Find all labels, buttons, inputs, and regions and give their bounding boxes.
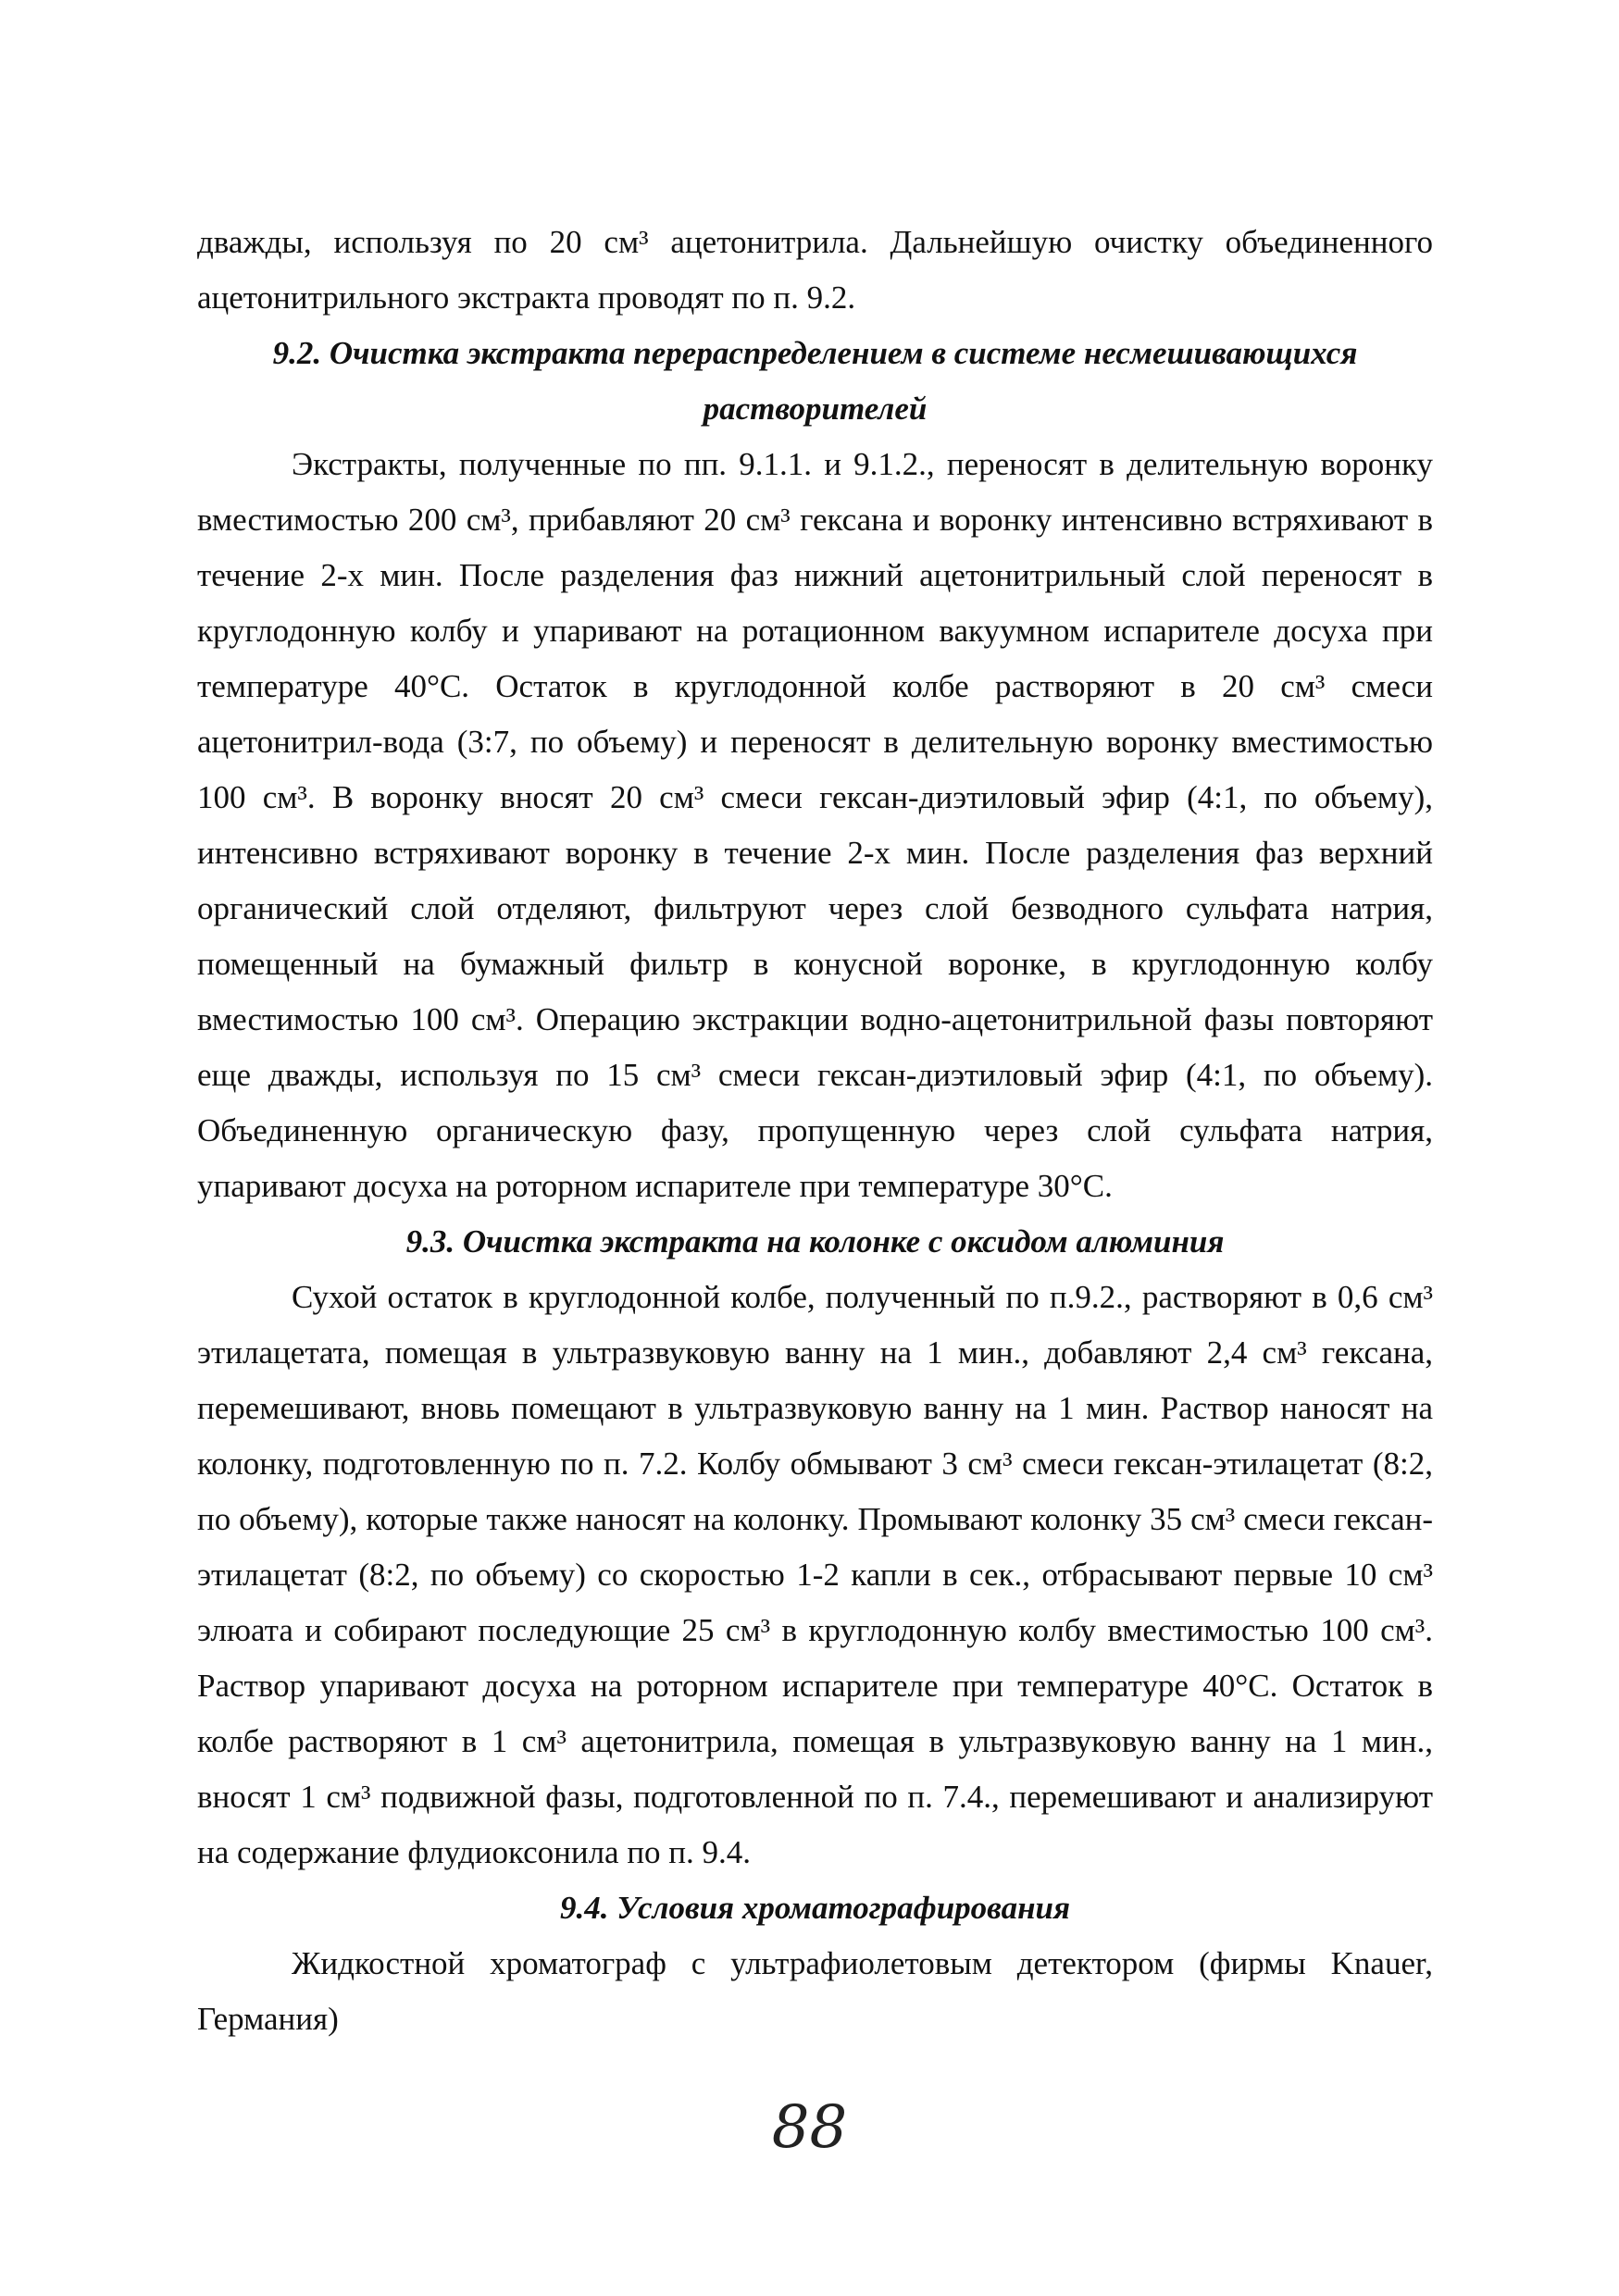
section-9-4-paragraph: Жидкостной хроматограф с ультрафиолетовым детектором (фирмы Knauer, Германия) — [197, 1945, 1433, 2037]
section-9-3-paragraph: Сухой остаток в круглодонной колбе, полученный по п.9.2., растворяют в 0,6 см³ этилацетата, помещая в ультразвуковую ванну на 1 мин., добавляют 2,4 см³ гексана, перемешивают, вновь помещают в ультразвуковую ванну на 1 мин. Раствор наносят на колонку, подготовленную по п. 7.2. Колбу обмывают 3 см³ смеси гексан-этилацетат (8:2, по объему), которые также наносят на колонку. Промывают колонку 35 см³ смеси гексан-этилацетат (8:2, по объему) со скоростью 1-2 капли в сек., отбрасывают первые 10 см³ элюата и собирают последующие 25 см³ в круглодонную колбу вместимостью 100 см³. Раствор упаривают досуха на роторном испарителе при температуре 40°С. Остаток в колбе растворяют в 1 см³ ацетонитрила, помещая в ультразвуковую ванну на 1 мин., вносят 1 см³ подвижной фазы, подготовленной по п. 7.4., перемешивают и анализируют на содержание флудиоксонила по п. 9.4. — [197, 1279, 1433, 1870]
section-9-4-heading: 9.4. Условия хроматографирования — [559, 1890, 1070, 1926]
section-9-3-heading: 9.3. Очистка экстракта на колонке с оксидом алюминия — [405, 1223, 1225, 1260]
page-body — [197, 215, 1433, 2047]
page-number: 88 — [771, 2093, 848, 2162]
section-9-2-paragraph: Экстракты, полученные по пп. 9.1.1. и 9.1.2., переносят в делительную воронку вместимостью 200 см³, прибавляют 20 см³ гексана и воронку интенсивно встряхивают в течение 2-х мин. После разделения фаз нижний ацетонитрильный слой переносят в круглодонную колбу и упаривают на ротационном вакуумном испарителе досуха при температуре 40°С. Остаток в круглодонной колбе растворяют в 20 см³ смеси ацетонитрил-вода (3:7, по объему) и переносят в делительную воронку вместимостью 100 см³. В воронку вносят 20 см³ смеси гексан-диэтиловый эфир (4:1, по объему), интенсивно встряхивают воронку в течение 2-х мин. После разделения фаз верхний органический слой отделяют, фильтруют через слой безводного сульфата натрия, помещенный на бумажный фильтр в конусной воронке, в круглодонную колбу вместимостью 100 см³. Операцию экстракции водно-ацетонитрильной фазы повторяют еще дважды, используя по 15 см³ смеси гексан-диэтиловый эфир (4:1, по объему). Объединенную органическую фазу, пропущенную через слой сульфата натрия, упаривают досуха на роторном испарителе при температуре 30°С. — [197, 446, 1433, 1204]
section-9-2-heading: 9.2. Очистка экстракта перераспределением в системе несмешивающихся растворителей — [272, 335, 1358, 427]
intro-paragraph: дважды, используя по 20 см³ ацетонитрила. Дальнейшую очистку объединенного ацетонитрильного экстракта проводят по п. 9.2. — [197, 224, 1433, 316]
